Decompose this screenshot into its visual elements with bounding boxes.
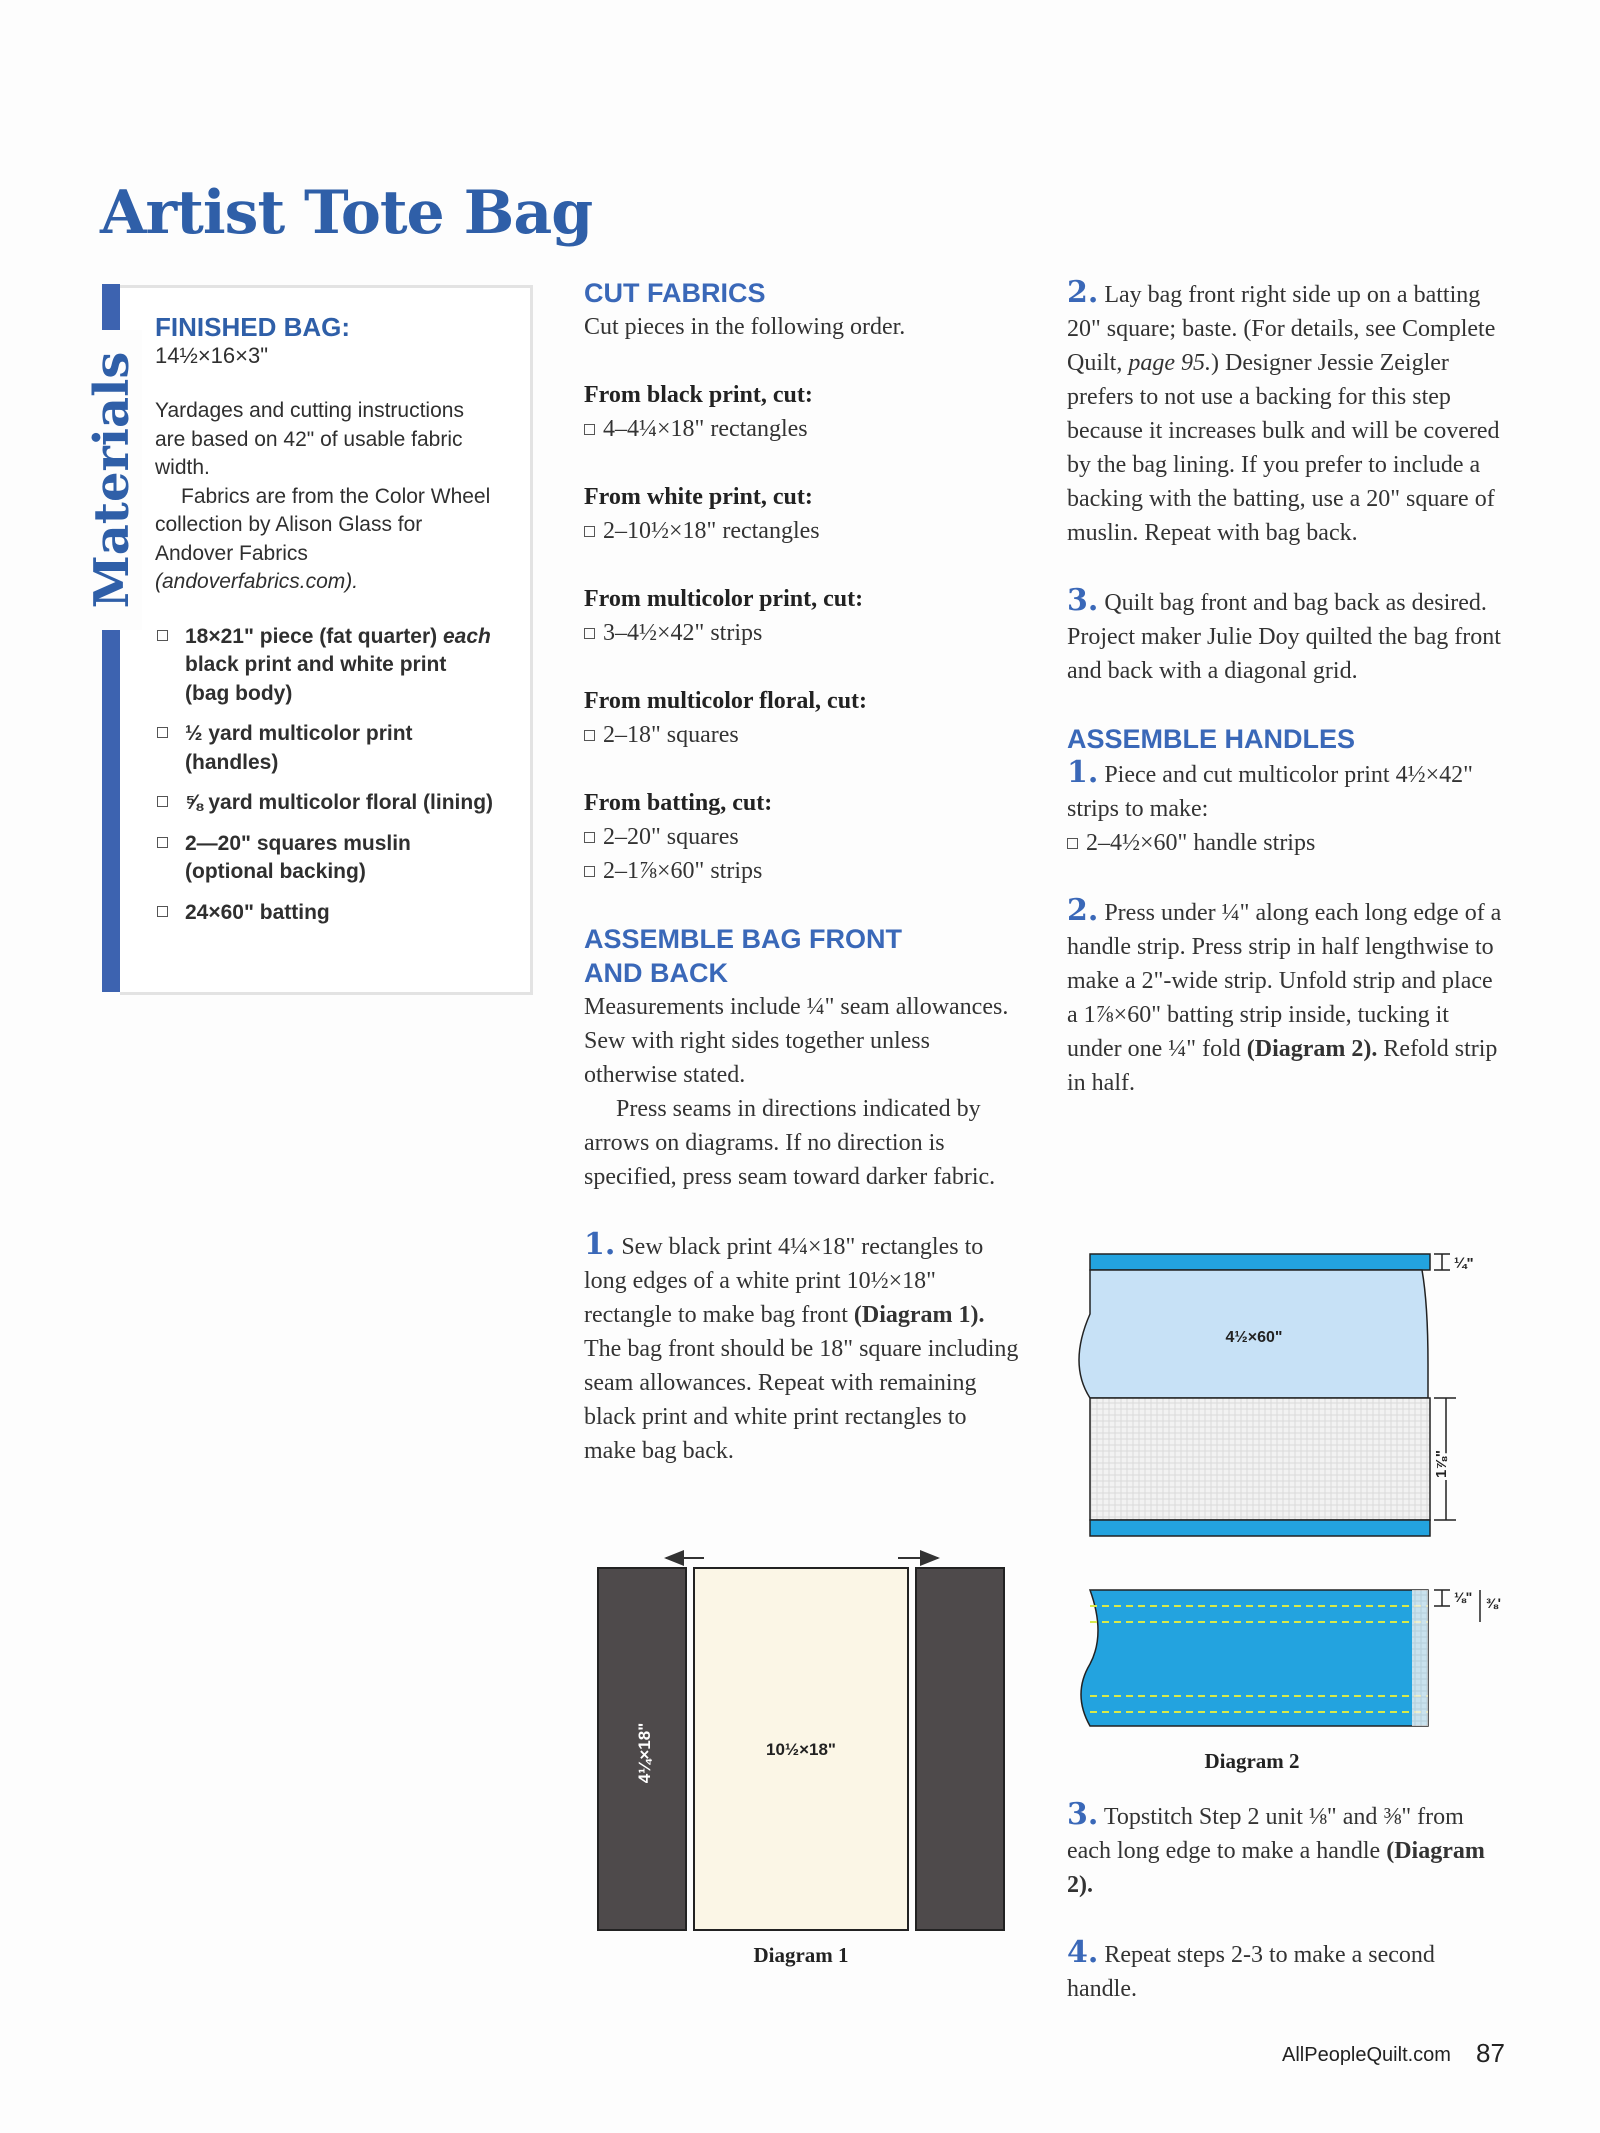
page-title: Artist Tote Bag	[100, 178, 593, 248]
cut-line: 2–1⅞×60" strips	[584, 854, 1024, 888]
handles-step-4: 4. Repeat steps 2-3 to make a second handle.	[1067, 1935, 1435, 2002]
checkbox-icon	[584, 628, 595, 639]
handles-step-2: 2. Press under ¼" along each long edge of a handle strip. Press strip in half lengthwise to make a 2"-wide strip. Unfold strip and place a 1⅞×60" batting strip inside, tucking it under one ¼" fold (Diagram 2). Refold strip in half.	[1067, 893, 1502, 1096]
materials-item: 24×60" batting	[155, 899, 495, 928]
assemble-front-step1: 1. Sew black print 4¼×18" rectangles to long edges of a white print 10½×18" rectangle to make bag front (Diagram 1). The bag front should be 18" square including seam allowances. Repeat with remaining black print and white print rectangles to make bag back.	[584, 1227, 1019, 1464]
handles-step-3: 3. Topstitch Step 2 unit ⅛" and ⅜" from each long edge to make a handle (Diagram 2).	[1067, 1797, 1485, 1898]
materials-fabrics: Fabrics are from the Color Wheel collection by Alison Glass for Andover Fabrics (andoverfabrics.com).	[155, 484, 491, 593]
diagram1-side-label: 4¼×18"	[635, 1722, 654, 1784]
cut-intro: Cut pieces in the following order.	[584, 314, 906, 340]
diagram2-stitch2-label: ⅜'	[1486, 1595, 1502, 1611]
checkbox-icon	[157, 727, 168, 738]
diagram1-caption: Diagram 1	[753, 1943, 849, 1967]
diagram2-strip-label: 4½×60"	[1225, 1329, 1283, 1346]
materials-item: ⅝ yard multicolor floral (lining)	[155, 789, 495, 818]
page-number: 87	[1476, 2038, 1505, 2068]
cut-line: 2–20" squares	[584, 820, 1024, 854]
finished-bag-heading: FINISHED BAG:	[155, 312, 350, 342]
checkbox-icon	[584, 526, 595, 537]
cut-line: 3–4½×42" strips	[584, 616, 1024, 650]
handles-item: 2–4½×60" handle strips	[1067, 826, 1507, 860]
handles-step-1: 1. Piece and cut multicolor print 4½×42" strips to make:	[1067, 755, 1473, 822]
materials-item: 18×21" piece (fat quarter) each black print and white print (bag body)	[155, 623, 495, 709]
step-3-bag: 3. Quilt bag front and bag back as desired. Project maker Julie Doy quilted the bag front and back with a diagonal grid.	[1067, 583, 1501, 684]
materials-content	[155, 312, 495, 939]
step-number: 2.	[1067, 275, 1099, 310]
fabrics-link: (andoverfabrics.com).	[155, 570, 359, 593]
step-number: 3.	[1067, 1797, 1099, 1832]
step-2-bag: 2. Lay bag front right side up on a batting 20" square; baste. (For details, see Complete Quilt, page 95.) Designer Jessie Zeigler prefers to not use a backing for this step because it increases bulk and will be covered by the bag lining. If you prefer to include a backing with the batting, use a 20" square of muslin. Repeat with bag back.	[1067, 275, 1500, 546]
checkbox-icon	[157, 796, 168, 807]
checkbox-icon	[584, 832, 595, 843]
cut-line: 2–10½×18" rectangles	[584, 514, 1024, 548]
column-handles-lower	[1067, 1798, 1507, 2006]
assemble-front-p2: Press seams in directions indicated by arrows on diagrams. If no direction is specified, press seam toward darker fabric.	[584, 1096, 996, 1190]
diagram2-fold-label: ¼"	[1454, 1255, 1474, 1272]
materials-item: 2—20" squares muslin (optional backing)	[155, 830, 495, 887]
diagram2-batting-label: 1⅞"	[1433, 1450, 1450, 1478]
cut-group-lead: From batting, cut:	[584, 790, 773, 816]
checkbox-icon	[1067, 838, 1078, 849]
footer-site: AllPeopleQuilt.com	[1282, 2044, 1451, 2066]
black-rectangle-right	[916, 1568, 1004, 1930]
step-number: 4.	[1067, 1935, 1099, 1970]
cut-fabrics-heading: CUT FABRICS	[584, 278, 766, 308]
finished-bag-size: 14½×16×3"	[155, 343, 269, 368]
column-cut-and-assemble	[584, 276, 1024, 1468]
diagram1-center-label: 10½×18"	[766, 1740, 836, 1759]
cut-group-lead: From white print, cut:	[584, 484, 813, 510]
checkbox-icon	[157, 837, 168, 848]
handle-finished	[1081, 1590, 1428, 1726]
cut-line: 2–18" squares	[584, 718, 1024, 752]
batting-strip	[1090, 1398, 1430, 1520]
diagram-1	[592, 1548, 1012, 1968]
checkbox-icon	[584, 866, 595, 877]
materials-item: ½ yard multicolor print (handles)	[155, 720, 495, 777]
assemble-front-heading: ASSEMBLE BAG FRONT AND BACK	[584, 924, 903, 988]
cut-line: 4–4¼×18" rectangles	[584, 412, 1024, 446]
checkbox-icon	[157, 906, 168, 917]
step-number: 1.	[584, 1227, 616, 1262]
materials-label: Materials	[82, 330, 142, 630]
checkbox-icon	[157, 630, 168, 641]
diagram2-stitch1-label: ⅛"	[1454, 1589, 1473, 1605]
step-number: 3.	[1067, 583, 1099, 618]
assemble-handles-heading: ASSEMBLE HANDLES	[1067, 724, 1356, 754]
diagram2-caption: Diagram 2	[1204, 1749, 1300, 1773]
checkbox-icon	[584, 730, 595, 741]
cut-group-lead: From multicolor floral, cut:	[584, 688, 868, 714]
assemble-front-p1: Measurements include ¼" seam allowances. Sew with right sides together unless otherwise stated.	[584, 994, 1009, 1088]
materials-list	[155, 623, 495, 928]
cut-group-lead: From black print, cut:	[584, 382, 813, 408]
fold-band-bottom	[1090, 1520, 1430, 1536]
step-number: 1.	[1067, 755, 1099, 790]
diagram-2	[1076, 1244, 1516, 1774]
materials-intro: Yardages and cutting instructions are based on 42" of usable fabric width.	[155, 399, 464, 479]
fold-band-top	[1090, 1254, 1430, 1270]
column-steps-handles	[1067, 276, 1507, 1100]
step-number: 2.	[1067, 893, 1099, 928]
checkbox-icon	[584, 424, 595, 435]
cut-group-lead: From multicolor print, cut:	[584, 586, 864, 612]
